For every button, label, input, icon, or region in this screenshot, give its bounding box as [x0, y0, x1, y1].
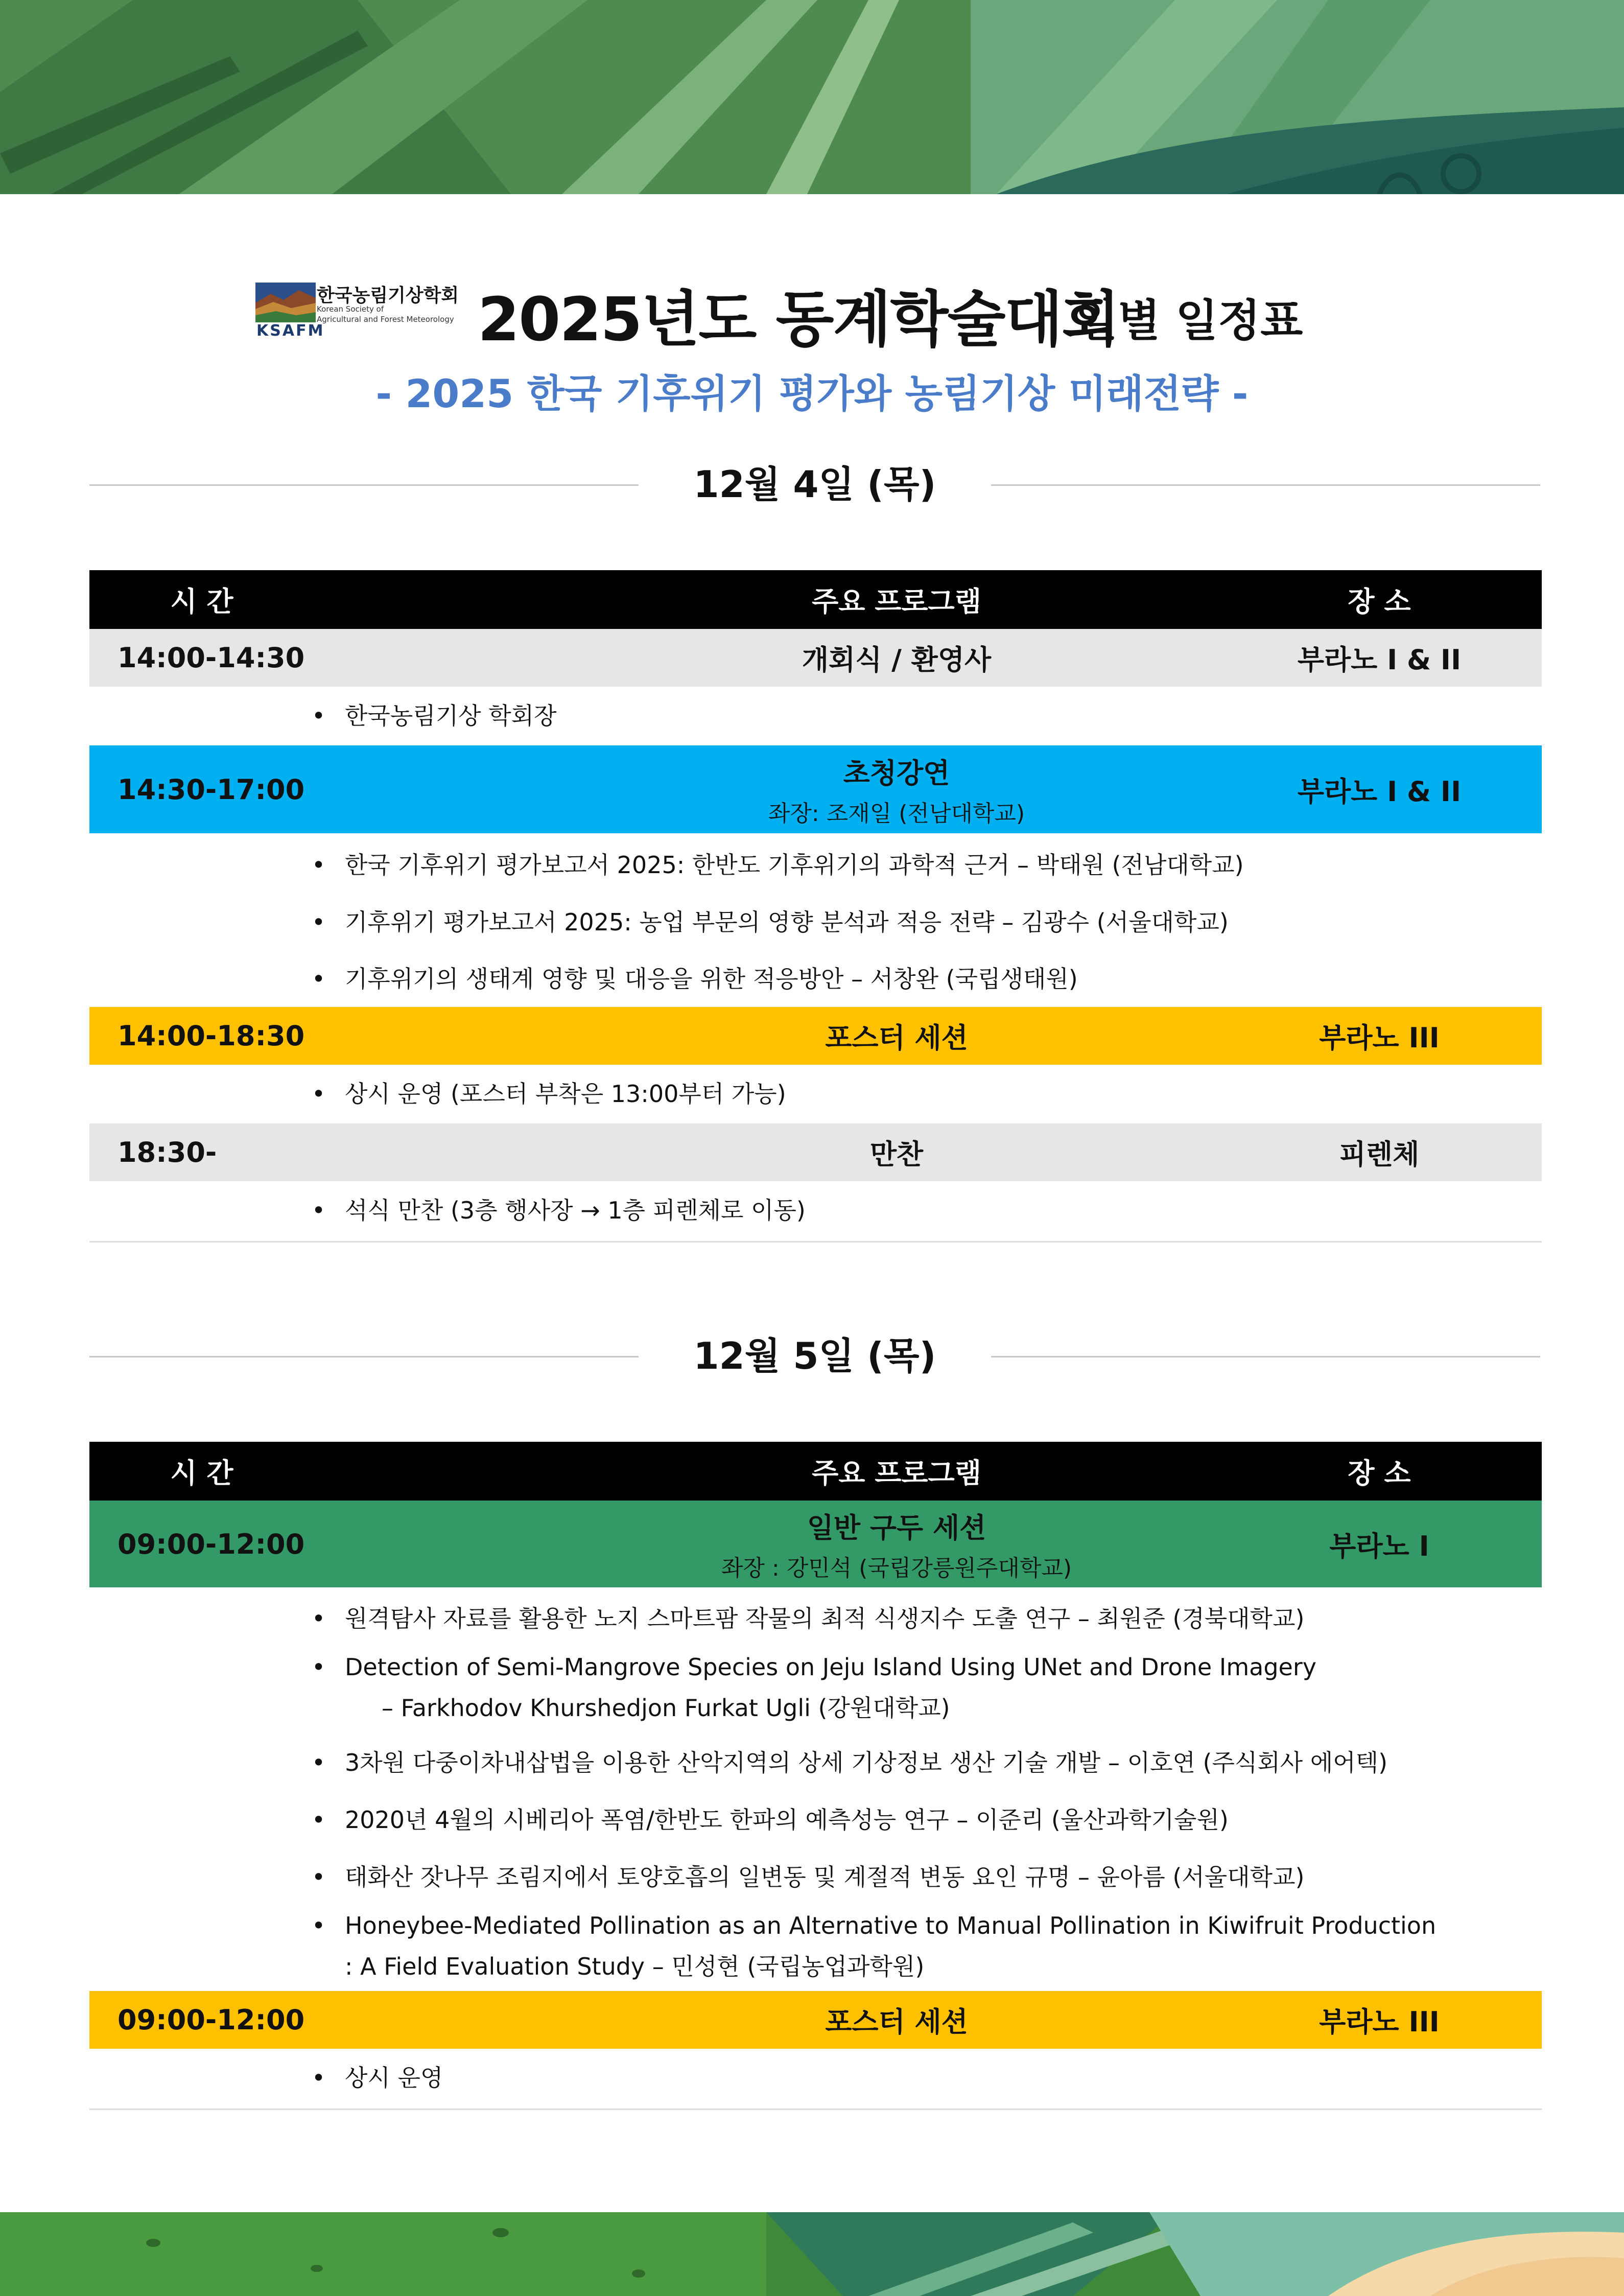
day-heading — [89, 1330, 1540, 1381]
session-row — [89, 1123, 1542, 1181]
page-title: 2025년도 동계학술대회 — [478, 284, 1119, 355]
header-time: 시 간 — [170, 585, 233, 618]
leaf-pattern-bottom — [0, 2212, 1624, 2296]
session-items — [89, 1181, 1542, 1243]
session-time: 14:00-18:30 — [117, 1020, 305, 1052]
day-date: 12월 5일 (목) — [693, 1334, 936, 1377]
header-program: 주요 프로그램 — [812, 1457, 981, 1489]
session-title: 만찬 — [869, 1138, 924, 1170]
divider-line — [991, 484, 1540, 486]
header-time: 시 간 — [170, 1457, 233, 1489]
logo-name-kr: 한국농림기상학회 — [317, 285, 459, 306]
table-header — [89, 570, 1542, 629]
session-items — [89, 1065, 1542, 1123]
session-title: 개회식 / 환영사 — [802, 644, 992, 676]
list-item: • 태화산 잣나무 조림지에서 토양호흡의 일변동 및 계절적 변동 요인 규명 – 윤아름 (서울대학교) — [89, 1854, 1542, 1900]
session-place: 부라노 III — [1319, 2006, 1440, 2038]
bottom-leaf-banner — [0, 2212, 1624, 2296]
session-time: 09:00-12:00 — [117, 2004, 305, 2036]
session-row — [89, 1991, 1542, 2049]
schedule-table-day2 — [89, 1442, 1542, 2110]
session-time: 14:00-14:30 — [117, 642, 305, 674]
session-time: 18:30- — [117, 1136, 217, 1168]
session-items — [89, 2049, 1542, 2110]
list-item: • 3차원 다중이차내삽법을 이용한 산악지역의 상세 기상정보 생산 기술 개발 – 이호연 (주식회사 에어텍) — [89, 1740, 1542, 1786]
ksafm-logo — [255, 280, 460, 340]
header-program: 주요 프로그램 — [812, 585, 981, 618]
page-subtitle: - 2025 한국 기후위기 평가와 농림기상 미래전략 - — [375, 371, 1249, 416]
session-title: 포스터 세션 — [825, 1022, 968, 1054]
session-items — [89, 1587, 1542, 1991]
page-title-suffix: 일별 일정표 — [1075, 295, 1303, 346]
session-row — [89, 1501, 1542, 1587]
divider-line — [991, 1356, 1540, 1357]
logo-name-en-line2: Agricultural and Forest Meteorology — [317, 315, 454, 324]
list-item-line: : A Field Evaluation Study – 민성현 (국립농업과학원) — [345, 1953, 925, 1980]
header-place: 장 소 — [1348, 585, 1411, 618]
session-title: 일반 구두 세션 — [807, 1511, 986, 1544]
leaf-pattern-top — [0, 0, 1624, 194]
session-items — [89, 687, 1542, 745]
list-item: • 원격탐사 자료를 활용한 노지 스마트팜 작물의 최적 식생지수 도출 연구 – 최원준 (경북대학교) — [89, 1596, 1542, 1642]
session-title: 초청강연 — [843, 757, 950, 789]
day-date: 12월 4일 (목) — [693, 463, 936, 506]
list-item: • 기후위기 평가보고서 2025: 농업 부문의 영향 분석과 적응 전략 – 김광수 (서울대학교) — [89, 894, 1542, 951]
list-item: • 석식 만찬 (3층 행사장 → 1층 피렌체로 이동) — [89, 1181, 1542, 1240]
session-row — [89, 1007, 1542, 1065]
session-time: 09:00-12:00 — [117, 1528, 305, 1560]
list-item — [89, 1905, 1542, 1987]
session-place: 부라노 III — [1319, 1022, 1440, 1054]
top-leaf-banner — [0, 0, 1624, 194]
logo-mountain-icon — [255, 283, 316, 322]
list-item: • 상시 운영 (포스터 부착은 13:00부터 가능) — [89, 1065, 1542, 1123]
session-chair: 좌장: 조재일 (전남대학교) — [768, 800, 1025, 827]
session-chair: 좌장 : 강민석 (국립강릉원주대학교) — [721, 1555, 1072, 1581]
session-items — [89, 833, 1542, 1007]
list-item: • 한국 기후위기 평가보고서 2025: 한반도 기후위기의 과학적 근거 – 박태원 (전남대학교) — [89, 836, 1542, 894]
session-row — [89, 629, 1542, 687]
session-place: 부라노 I & II — [1297, 775, 1462, 808]
logo-name-en-line1: Korean Society of — [317, 304, 384, 314]
list-item-line: – Farkhodov Khurshedjon Furkat Ugli (강원대학교) — [382, 1694, 950, 1722]
header-place: 장 소 — [1348, 1457, 1411, 1489]
session-time: 14:30-17:00 — [117, 773, 305, 806]
list-item: • 상시 운영 — [89, 2049, 1542, 2107]
list-item-line: • Detection of Semi-Mangrove Species on Jeju Island Using UNet and Drone Imagery — [345, 1653, 1316, 1681]
list-item: • 한국농림기상 학회장 — [89, 687, 1542, 745]
session-place: 부라노 I — [1329, 1530, 1429, 1562]
day-heading — [89, 459, 1540, 510]
list-item: • 기후위기의 생태계 영향 및 대응을 위한 적응방안 – 서창완 (국립생태원) — [89, 951, 1542, 1007]
session-row — [89, 745, 1542, 833]
session-place: 부라노 I & II — [1297, 644, 1462, 676]
session-title: 포스터 세션 — [825, 2006, 968, 2038]
schedule-table-day1 — [89, 570, 1542, 1243]
list-item: • 2020년 4월의 시베리아 폭염/한반도 한파의 예측성능 연구 – 이준리 (울산과학기술원) — [89, 1797, 1542, 1843]
table-header — [89, 1442, 1542, 1501]
logo-abbr: KSAFM — [256, 322, 325, 340]
session-place: 피렌체 — [1339, 1138, 1420, 1170]
list-item — [89, 1647, 1542, 1728]
list-item-line: • Honeybee-Mediated Pollination as an Alternative to Manual Pollination in Kiwifruit Production — [345, 1912, 1437, 1939]
